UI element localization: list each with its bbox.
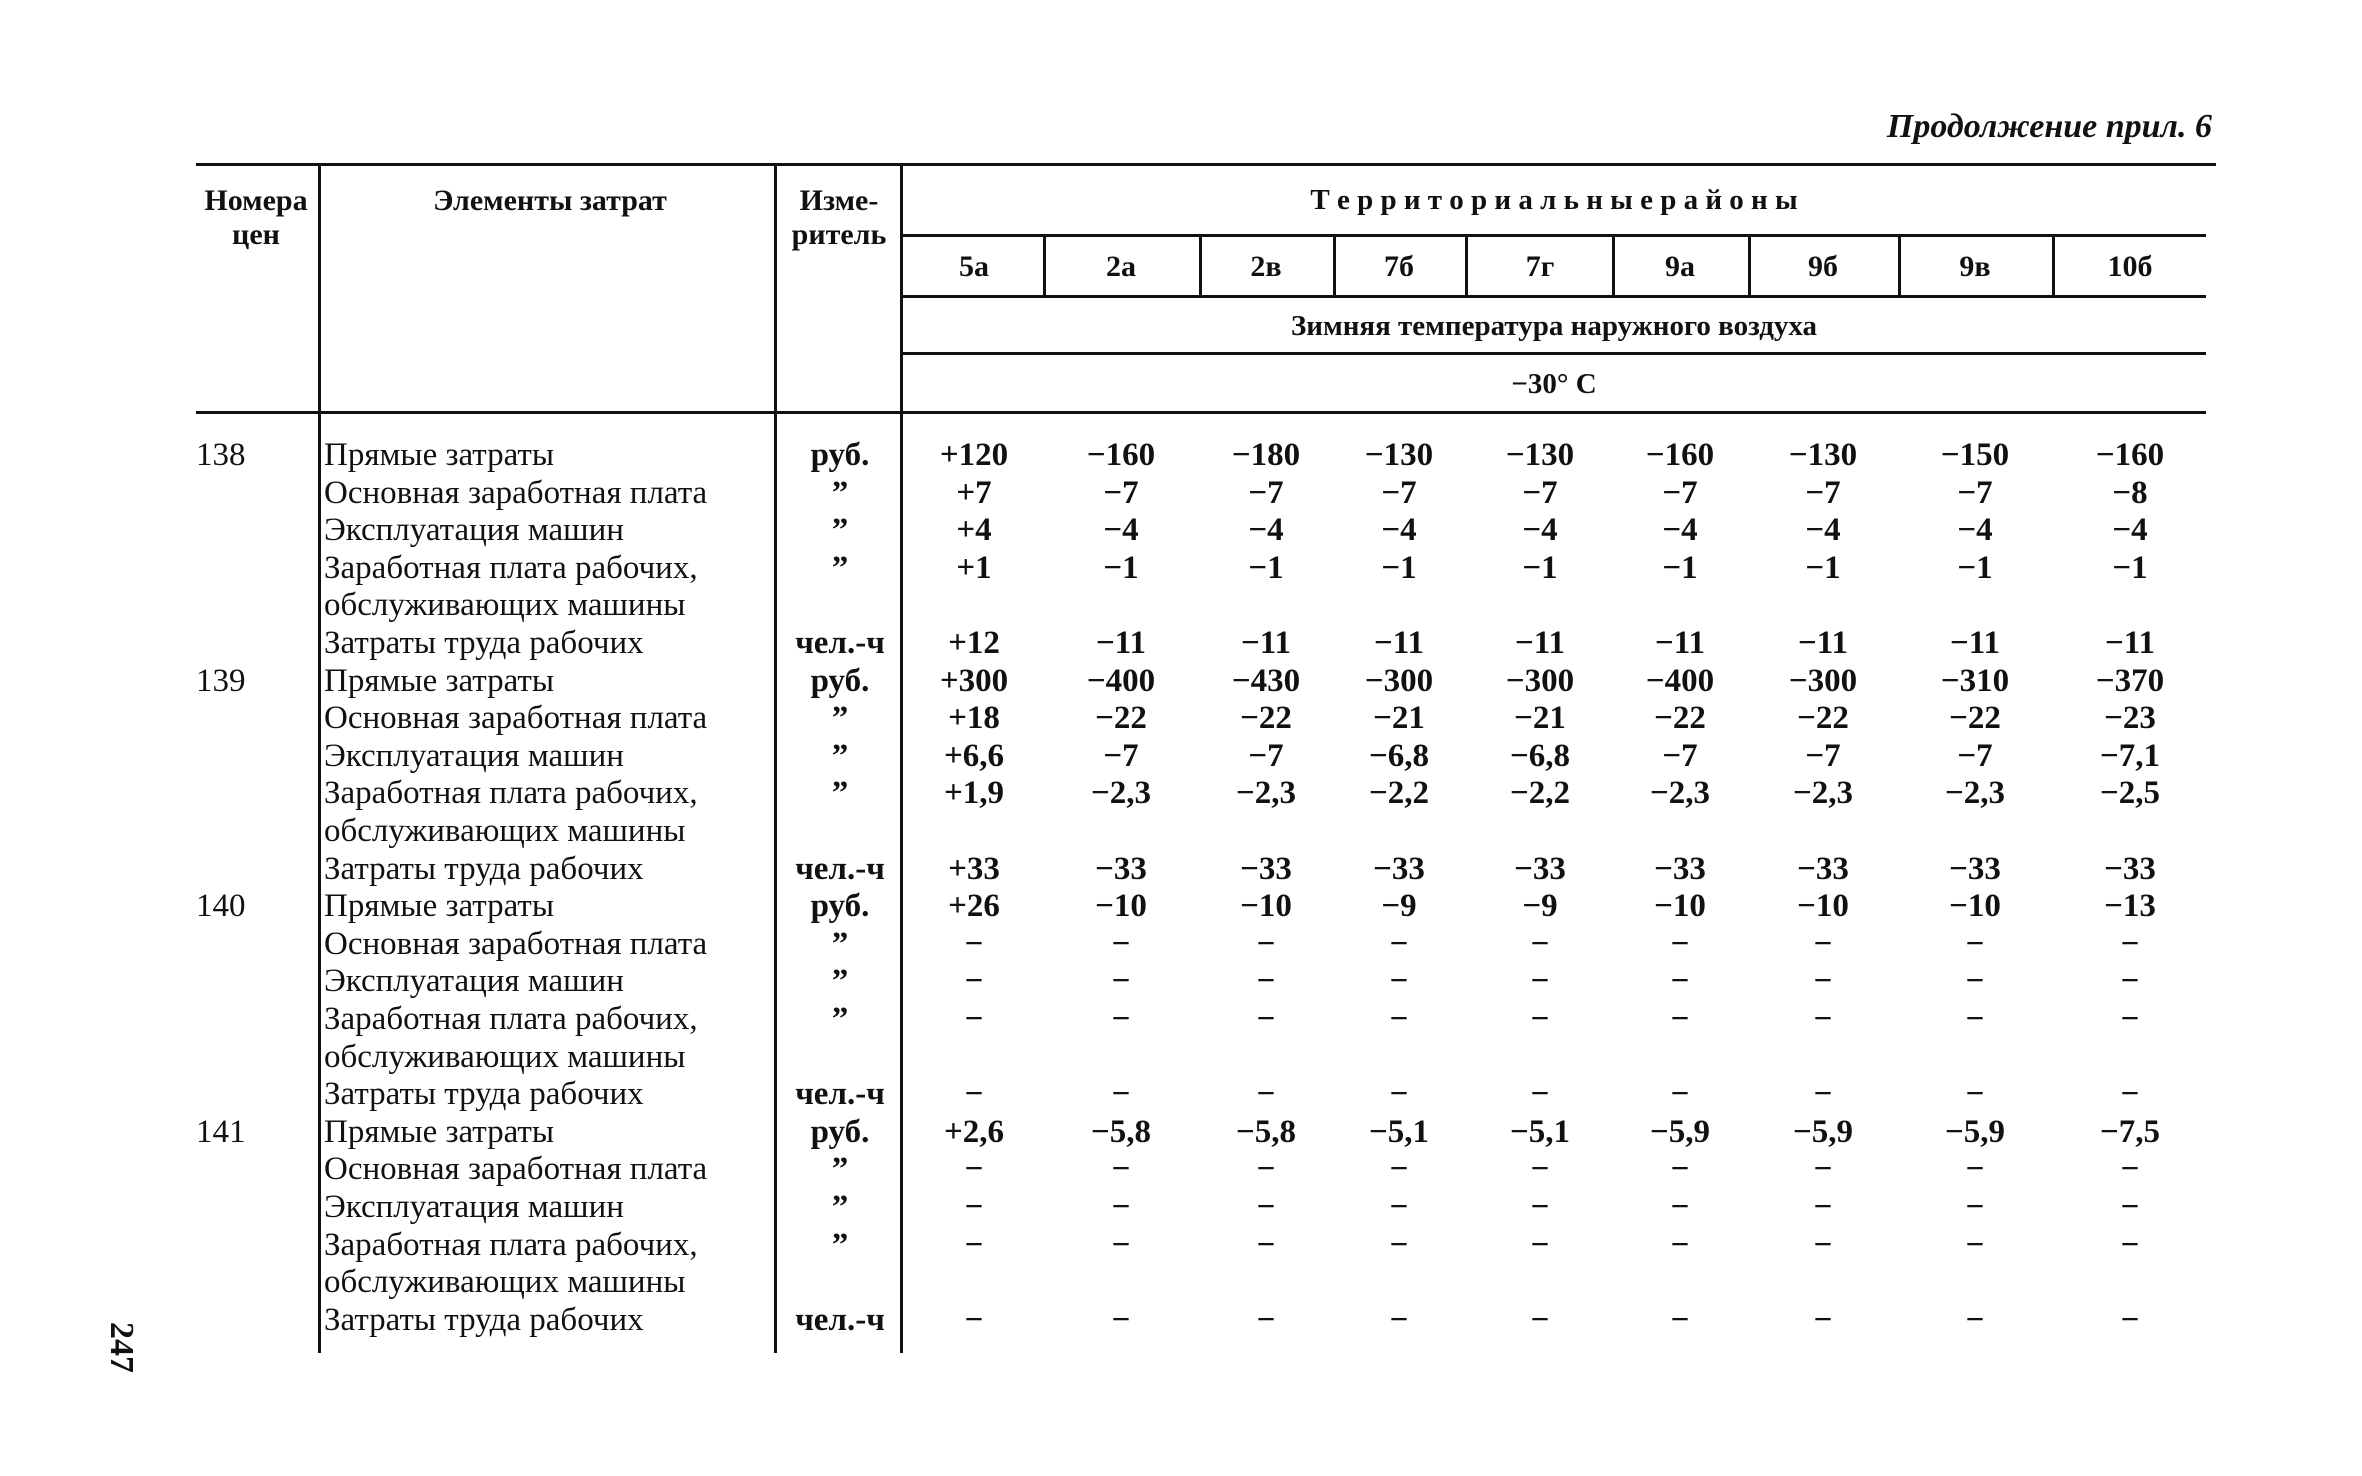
cost-element: Прямые затраты [324,437,555,473]
value-cell: −22 [1797,700,1849,737]
header-number: Номера цен [204,184,308,251]
value-cell: −4 [1662,512,1698,549]
header-temperature: −30° С [1511,368,1597,400]
value-cell: − [1111,1301,1131,1338]
value-cell: +6,6 [943,737,1005,774]
cost-element: Основная заработная плата [324,925,708,962]
value-cell: −7 [1381,474,1417,511]
value-cell: −22 [1949,700,2001,737]
value-cell: − [1813,1189,1833,1225]
cost-element: Затраты труда рабочих [324,625,644,661]
value-cell: −21 [1373,700,1425,737]
unit-cell: чел.-ч [795,1076,885,1113]
value-cell: −300 [1788,662,1858,699]
district-5a: 5а [959,250,989,283]
value-cell: − [1530,1301,1550,1338]
value-cell: −10 [1797,888,1849,925]
value-cell: − [2120,1151,2140,1188]
value-cell: − [1530,1001,1550,1037]
cost-element: Эксплуатация машин [324,512,624,549]
value-cell: − [1389,1226,1409,1263]
value-cell: −9 [1522,888,1558,925]
value-cell: −1 [1103,549,1139,586]
value-cell: − [1256,1301,1276,1338]
value-cell: − [1813,1301,1833,1338]
value-cell: −33 [1240,850,1292,887]
value-cell: −10 [1654,888,1706,925]
value-cell: − [1670,1226,1690,1263]
header-districts: Т е р р и т о р и а л ь н ы е р а й о н ы [1310,184,1798,216]
cost-element: Заработная плата рабочих, [324,775,698,812]
cost-element: Эксплуатация машин [324,737,624,774]
value-cell: − [1389,1076,1409,1113]
value-cell: −23 [2104,700,2156,737]
value-cell: −7 [1662,737,1698,774]
value-cell: −430 [1231,662,1301,699]
value-cell: −7 [1248,737,1284,774]
unit-cell: чел.-ч [795,850,885,887]
table-row [0,624,2362,662]
value-cell: −2,3 [1944,775,2006,812]
table-row [0,1150,2362,1188]
value-cell: −7 [1957,474,1993,511]
table-row [0,1113,2362,1151]
value-cell: −11 [1798,625,1848,661]
value-cell: −8 [2112,474,2148,511]
cost-element: Заработная плата рабочих, [324,1001,698,1037]
value-cell: −2,2 [1509,775,1571,812]
value-cell: − [1813,1226,1833,1263]
value-cell: − [1670,963,1690,1000]
value-cell: −2,3 [1235,775,1297,812]
page-number: 247 [103,1322,140,1373]
value-cell: +1 [956,549,992,586]
table-row [0,1188,2362,1226]
value-cell: − [1389,1001,1409,1037]
price-number: 139 [196,662,246,699]
value-cell: +4 [956,512,992,549]
table-row [0,850,2362,888]
unit-cell: ” [831,1189,849,1225]
value-cell: −7 [1805,474,1841,511]
value-cell: +2,6 [943,1113,1005,1150]
district-codes-rule [902,295,2206,298]
unit-cell: ” [831,1151,849,1188]
table-row [0,962,2362,1000]
value-cell: −11 [1655,625,1705,661]
value-cell: −4 [1957,512,1993,549]
value-cell: +18 [948,700,1000,737]
value-cell: − [1965,1076,1985,1113]
cost-element: Заработная плата рабочих, [324,549,698,586]
value-cell: − [1389,1189,1409,1225]
value-cell: −5,1 [1509,1113,1571,1150]
district-rule-8 [2052,234,2055,298]
value-cell: − [1813,1001,1833,1037]
value-cell: −22 [1095,700,1147,737]
value-cell: −4 [2112,512,2148,549]
value-cell: −21 [1514,700,1566,737]
table-row [0,474,2362,512]
value-cell: −160 [1086,437,1156,473]
table-row [0,1226,2362,1264]
value-cell: −1 [1957,549,1993,586]
value-cell: − [1256,1076,1276,1113]
table-row [0,699,2362,737]
value-cell: − [1670,1151,1690,1188]
value-cell: −22 [1240,700,1292,737]
district-9v: 9в [1959,250,1991,283]
table-row [0,1301,2362,1339]
unit-cell: ” [831,1226,849,1263]
district-7g: 7г [1525,250,1555,283]
value-cell: −33 [1797,850,1849,887]
value-cell: − [1670,1301,1690,1338]
price-number: 140 [196,888,246,925]
unit-cell: руб. [810,437,870,473]
value-cell: −4 [1522,512,1558,549]
value-cell: −300 [1364,662,1434,699]
value-cell: −33 [1949,850,2001,887]
value-cell: −11 [1096,625,1146,661]
value-cell: −400 [1645,662,1715,699]
header-elements: Элементы затрат [433,184,667,217]
value-cell: −11 [1241,625,1291,661]
value-cell: − [1965,925,1985,962]
value-cell: − [964,1151,984,1188]
value-cell: − [1111,1001,1131,1037]
value-cell: − [1530,1076,1550,1113]
value-cell: −400 [1086,662,1156,699]
value-cell: −4 [1248,512,1284,549]
cost-element: Затраты труда рабочих [324,1076,644,1113]
table-row [0,549,2362,587]
value-cell: +7 [956,474,992,511]
table-row [0,662,2362,700]
value-cell: −11 [1515,625,1565,661]
value-cell: − [1813,925,1833,962]
value-cell: − [1670,1076,1690,1113]
value-cell: − [1530,925,1550,962]
value-cell: − [1389,1301,1409,1338]
unit-cell: ” [831,549,849,586]
value-cell: − [1389,1151,1409,1188]
value-cell: −7 [1805,737,1841,774]
value-cell: −5,9 [1792,1113,1854,1150]
table-row [0,887,2362,925]
value-cell: − [964,1001,984,1037]
district-rule-7 [1898,234,1901,298]
value-cell: − [964,1189,984,1225]
value-cell: −7 [1522,474,1558,511]
value-cell: −1 [1248,549,1284,586]
temperature-title-rule [902,352,2206,355]
value-cell: −150 [1940,437,2010,473]
district-2a: 2а [1106,250,1136,283]
value-cell: −1 [1381,549,1417,586]
value-cell: − [1111,1151,1131,1188]
value-cell: −10 [1095,888,1147,925]
unit-cell: ” [831,925,849,962]
value-cell: −7 [1662,474,1698,511]
unit-cell: ” [831,700,849,737]
value-cell: − [964,1226,984,1263]
value-cell: − [1965,1301,1985,1338]
table-row [0,586,2362,624]
value-cell: −22 [1654,700,1706,737]
unit-cell: чел.-ч [795,625,885,661]
value-cell: −310 [1940,662,2010,699]
value-cell: − [1389,963,1409,1000]
value-cell: − [1111,963,1131,1000]
value-cell: −300 [1505,662,1575,699]
value-cell: − [1111,925,1131,962]
value-cell: −9 [1381,888,1417,925]
unit-cell: ” [831,737,849,774]
table-row [0,737,2362,775]
value-cell: − [964,1076,984,1113]
unit-cell: ” [831,474,849,511]
value-cell: − [1965,1001,1985,1037]
value-cell: − [1965,963,1985,1000]
header-unit: Изме- ритель [791,184,887,251]
value-cell: − [1256,1001,1276,1037]
value-cell: −370 [2095,662,2165,699]
value-cell: − [2120,1076,2140,1113]
value-cell: − [1111,1226,1131,1263]
table-row [0,511,2362,549]
cost-element: Основная заработная плата [324,474,708,511]
value-cell: −160 [2095,437,2165,473]
table-row [0,774,2362,812]
value-cell: − [2120,925,2140,962]
value-cell: −4 [1381,512,1417,549]
value-cell: − [1256,1151,1276,1188]
table-row [0,1263,2362,1301]
value-cell: − [964,963,984,1000]
value-cell: − [2120,1001,2140,1037]
cost-element: обслуживающих машины [324,587,686,624]
cost-element: Прямые затраты [324,1113,555,1150]
cost-element: Основная заработная плата [324,700,708,737]
value-cell: −10 [1949,888,2001,925]
value-cell: −5,8 [1090,1113,1152,1150]
value-cell: −130 [1505,437,1575,473]
table-row [0,1075,2362,1113]
value-cell: − [1670,925,1690,962]
district-2v: 2в [1250,250,1282,283]
header-bottom-rule [196,411,2206,414]
table-row [0,436,2362,474]
value-cell: −5,8 [1235,1113,1297,1150]
value-cell: −2,3 [1792,775,1854,812]
value-cell: −33 [1654,850,1706,887]
value-cell: −10 [1240,888,1292,925]
unit-cell: руб. [810,1113,870,1150]
value-cell: −7,5 [2099,1113,2161,1150]
cost-element: Затраты труда рабочих [324,850,644,887]
value-cell: − [1256,925,1276,962]
cost-element: Основная заработная плата [324,1151,708,1188]
value-cell: − [2120,1226,2140,1263]
unit-cell: чел.-ч [795,1301,885,1338]
cost-element: Эксплуатация машин [324,1189,624,1225]
value-cell: −11 [1374,625,1424,661]
value-cell: − [1111,1189,1131,1225]
cost-element: обслуживающих машины [324,1038,686,1075]
value-cell: −11 [1950,625,2000,661]
cost-element: обслуживающих машины [324,813,686,849]
value-cell: −4 [1805,512,1841,549]
value-cell: −6,8 [1368,737,1430,774]
value-cell: − [964,1301,984,1338]
value-cell: −6,8 [1509,737,1571,774]
value-cell: +33 [948,850,1000,887]
value-cell: +300 [939,662,1009,699]
value-cell: +120 [939,437,1009,473]
value-cell: − [1256,1189,1276,1225]
value-cell: −13 [2104,888,2156,925]
value-cell: −5,9 [1944,1113,2006,1150]
value-cell: −1 [2112,549,2148,586]
value-cell: − [2120,1301,2140,1338]
value-cell: − [1965,1226,1985,1263]
unit-cell: ” [831,1001,849,1037]
table-row [0,812,2362,850]
value-cell: −5,9 [1649,1113,1711,1150]
value-cell: −2,2 [1368,775,1430,812]
value-cell: − [1530,1189,1550,1225]
value-cell: − [2120,963,2140,1000]
value-cell: −2,3 [1649,775,1711,812]
value-cell: − [1670,1189,1690,1225]
cost-element: Затраты труда рабочих [324,1301,644,1338]
value-cell: − [1530,963,1550,1000]
value-cell: −180 [1231,437,1301,473]
value-cell: −1 [1662,549,1698,586]
district-9b: 9б [1808,250,1838,283]
value-cell: +12 [948,625,1000,661]
value-cell: −1 [1805,549,1841,586]
value-cell: −7,1 [2099,737,2161,774]
value-cell: −2,5 [2099,775,2161,812]
value-cell: −160 [1645,437,1715,473]
value-cell: − [1813,1076,1833,1113]
cost-element: Эксплуатация машин [324,963,624,1000]
value-cell: −7 [1103,737,1139,774]
district-7b: 7б [1384,250,1414,283]
cost-element: Заработная плата рабочих, [324,1226,698,1263]
unit-cell: ” [831,775,849,812]
value-cell: − [1813,963,1833,1000]
value-cell: +26 [948,888,1000,925]
value-cell: −5,1 [1368,1113,1430,1150]
table-row [0,1038,2362,1076]
value-cell: −33 [1095,850,1147,887]
value-cell: −4 [1103,512,1139,549]
value-cell: − [1530,1151,1550,1188]
value-cell: −7 [1103,474,1139,511]
value-cell: − [1813,1151,1833,1188]
cost-element: Прямые затраты [324,662,555,699]
price-number: 138 [196,437,246,473]
value-cell: − [1530,1226,1550,1263]
value-cell: −2,3 [1090,775,1152,812]
value-cell: − [964,925,984,962]
value-cell: −130 [1364,437,1434,473]
value-cell: +1,9 [943,775,1005,812]
district-10b: 10б [2107,250,2153,283]
value-cell: − [1965,1189,1985,1225]
value-cell: −130 [1788,437,1858,473]
cost-element: обслуживающих машины [324,1264,686,1301]
value-cell: − [1256,1226,1276,1263]
price-number: 141 [196,1113,246,1150]
unit-cell: ” [831,963,849,1000]
value-cell: −7 [1957,737,1993,774]
value-cell: − [1256,963,1276,1000]
value-cell: − [1111,1076,1131,1113]
value-cell: −33 [2104,850,2156,887]
top-rule [196,163,2216,166]
value-cell: −1 [1522,549,1558,586]
continuation-caption: Продолжение прил. 6 [1886,108,2212,145]
unit-cell: руб. [810,888,870,925]
table-row [0,1000,2362,1038]
value-cell: −33 [1373,850,1425,887]
table-row [0,925,2362,963]
cost-element: Прямые затраты [324,888,555,925]
districts-rule [902,234,2206,237]
unit-cell: руб. [810,662,870,699]
value-cell: −33 [1514,850,1566,887]
unit-cell: ” [831,512,849,549]
value-cell: −7 [1248,474,1284,511]
district-9a: 9а [1665,250,1695,283]
value-cell: − [2120,1189,2140,1225]
value-cell: − [1389,925,1409,962]
value-cell: − [1670,1001,1690,1037]
header-temperature-title: Зимняя температура наружного воздуха [1290,310,1818,342]
value-cell: − [1965,1151,1985,1188]
value-cell: −11 [2105,625,2155,661]
